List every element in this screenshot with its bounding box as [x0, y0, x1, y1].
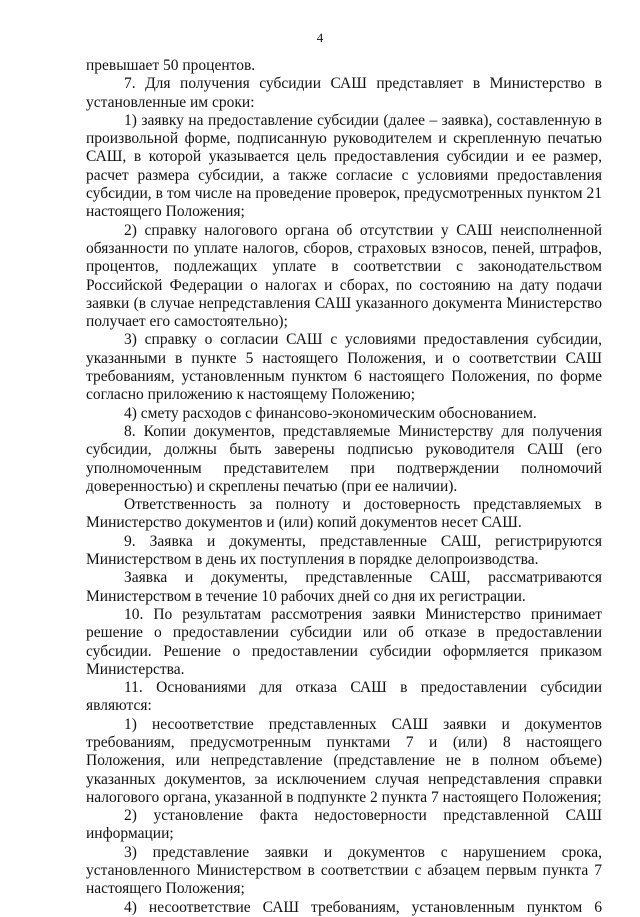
- paragraph: 9. Заявка и документы, представленные САШ, регистрируются Министерством в день их поступления в порядке делопроизводства.: [86, 532, 602, 569]
- paragraph: 2) установление факта недостоверности представленной САШ информации;: [86, 807, 602, 843]
- paragraph: 4) несоответствие САШ требованиям, установленным пунктом 6: [124, 898, 602, 916]
- paragraph: 4) смету расходов с финансово-экономическим обоснованием.: [124, 404, 537, 422]
- paragraph: 8. Копии документов, представляемые Министерству для получения субсидии, должны быть заверены подписью руководителя САШ (его уполномоченным представителем при подтверждении полномочий доверенностью) и скреплены печатью (при ее наличии).: [86, 422, 602, 495]
- paragraph: 3) представление заявки и документов с нарушением срока, установленного Министерством в соответствии с абзацем первым пункта 7 настоящего Положения;: [86, 843, 602, 898]
- paragraph: 7. Для получения субсидии САШ представляет в Министерство в установленные им сроки:: [86, 75, 602, 111]
- paragraph: Заявка и документы, представленные САШ, рассматриваются Министерством в течение 10 рабочих дней со дня их регистрации.: [86, 569, 602, 605]
- paragraph: Ответственность за полноту и достоверность представляемых в Министерство документов и (или) копий документов несет САШ.: [86, 496, 602, 532]
- paragraph: 1) несоответствие представленных САШ заявки и документов требованиям, предусмотренным пунктами 7 и (или) 8 настоящего Положения, или непредставление (представление не в полном объеме) указанных документов, за исключением случая непредставления справки налогового органа, указанной в подпункте 2 пункта 7 настоящего Положения;: [86, 715, 602, 806]
- paragraph: превышает 50 процентов.: [86, 57, 256, 74]
- paragraph: 1) заявку на предоставление субсидии (далее – заявка), составленную в произвольной форме, подписанную руководителем и скрепленную печатью САШ, в которой указывается цель предоставления субсидии и ее размер, расчет размера субсидии, а также согласие с условиями предоставления субсидии, в том числе на проведение проверок, предусмотренных пунктом 21 настоящего Положения;: [86, 111, 602, 221]
- paragraph: 10. По результатам рассмотрения заявки Министерство принимает решение о предоставлении субсидии или об отказе в предоставлении субсидии. Решение о предоставлении субсидии оформляется приказом Министерства.: [86, 605, 602, 678]
- paragraph: 3) справку о согласии САШ с условиями предоставления субсидии, указанными в пункте 5 настоящего Положения, и о соответствии САШ требованиям, установленным пунктом 6 настоящего Положения, по форме согласно приложению к настоящему Положению;: [86, 331, 602, 404]
- paragraph: 11. Основаниями для отказа САШ в предоставлении субсидии являются:: [86, 679, 602, 715]
- paragraph: 2) справку налогового органа об отсутствии у САШ неисполненной обязанности по уплате налогов, сборов, страховых взносов, пеней, штрафов, процентов, подлежащих уплате в соответствии с законодательством Российской Федерации о налогах и сборах, по состоянию на дату подачи заявки (в случае непредставления САШ указанного документа Министерство получает его самостоятельно);: [86, 221, 602, 331]
- page-number: 4: [316, 30, 324, 45]
- document-body: [86, 57, 602, 917]
